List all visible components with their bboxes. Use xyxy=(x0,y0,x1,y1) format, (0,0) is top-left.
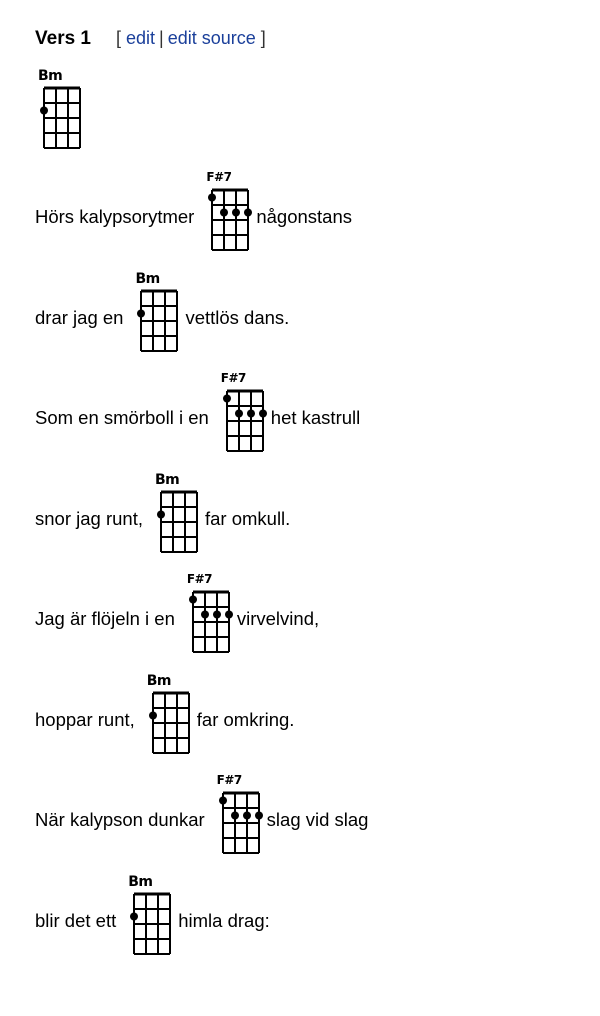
chord-finger-dot xyxy=(235,410,243,418)
edit-source-link[interactable]: edit source xyxy=(167,28,256,48)
chord-finger-dot xyxy=(189,596,197,604)
chord-finger-dot xyxy=(259,410,267,418)
chord-diagram-bm xyxy=(130,876,174,958)
chord-diagram-bm xyxy=(137,273,181,355)
chord-diagram-bm xyxy=(154,472,201,556)
chord-name: Bm xyxy=(154,472,180,488)
lyric-text-before-chord: hoppar runt, xyxy=(35,709,135,730)
chord-diagram-fsharp7 xyxy=(186,572,233,656)
section-title: Vers 1 xyxy=(35,28,91,49)
chord-finger-dot xyxy=(231,812,239,820)
edit-separator: | xyxy=(159,28,164,48)
chord-name: Bm xyxy=(38,68,63,84)
chord-grid xyxy=(137,289,181,353)
chord-diagram-fsharp7 xyxy=(208,172,252,254)
chord-grid xyxy=(208,188,252,252)
lyric-line xyxy=(35,208,352,227)
chord-finger-dot xyxy=(219,797,227,805)
chord-name: Bm xyxy=(135,271,160,287)
chord-finger-dot xyxy=(255,812,263,820)
chord-diagram-fsharp7 xyxy=(220,371,267,455)
chord-finger-dot xyxy=(247,410,255,418)
lyric-line xyxy=(35,811,368,830)
chord-name: Bm xyxy=(146,673,172,689)
edit-link[interactable]: edit xyxy=(126,28,156,48)
chord-diagram-fsharp7 xyxy=(216,773,263,857)
chord-finger-dot xyxy=(220,209,228,217)
chord-finger-dot xyxy=(157,511,165,519)
chord-finger-dot xyxy=(40,107,48,115)
lyric-text-after-chord: virvelvind, xyxy=(236,608,320,629)
chord-diagram-bm xyxy=(146,673,193,757)
lyric-text-after-chord: himla drag: xyxy=(178,910,270,931)
chord-grid xyxy=(219,791,263,855)
chord-finger-dot xyxy=(225,611,233,619)
lyric-text-after-chord: slag vid slag xyxy=(266,809,369,830)
chord-grid xyxy=(223,389,267,453)
chord-name: F#7 xyxy=(206,170,232,184)
lyric-text-after-chord: någonstans xyxy=(256,206,353,227)
lyric-text-before-chord: När kalypson dunkar xyxy=(35,809,205,830)
chord-finger-dot xyxy=(149,712,157,720)
chord-grid xyxy=(130,892,174,956)
lyric-line xyxy=(35,610,319,629)
chord-grid xyxy=(149,691,193,755)
edit-section-links xyxy=(111,28,271,49)
chord-grid xyxy=(157,490,201,554)
chord-finger-dot xyxy=(223,395,231,403)
chord-name: F#7 xyxy=(186,572,212,586)
lyric-text-before-chord: Som en smörboll i en xyxy=(35,407,209,428)
chord-grid xyxy=(40,86,84,150)
chord-finger-dot xyxy=(137,310,145,318)
chord-finger-dot xyxy=(213,611,221,619)
chord-finger-dot xyxy=(201,611,209,619)
lyric-text-before-chord: Jag är flöjeln i en xyxy=(35,608,175,629)
lyric-text-after-chord: far omkring. xyxy=(196,709,295,730)
chord-finger-dot xyxy=(244,209,252,217)
lyric-text-after-chord: het kastrull xyxy=(270,407,361,428)
chord-finger-dot xyxy=(232,209,240,217)
chord-finger-dot xyxy=(130,913,138,921)
chord-finger-dot xyxy=(208,194,216,202)
section-heading xyxy=(35,28,271,50)
chord-diagram-bm xyxy=(40,70,84,152)
chord-grid xyxy=(189,590,233,654)
chord-name: F#7 xyxy=(216,773,242,787)
lyric-line xyxy=(35,409,360,428)
edit-bracket-open: [ xyxy=(116,28,122,48)
chord-name: F#7 xyxy=(220,371,246,385)
lyric-text-before-chord: Hörs kalypsorytmer xyxy=(35,206,195,227)
chord-name: Bm xyxy=(128,874,153,890)
edit-bracket-close: ] xyxy=(260,28,266,48)
lyric-text-before-chord: snor jag runt, xyxy=(35,508,143,529)
lyric-text-after-chord: vettlös dans. xyxy=(185,307,290,328)
lyric-text-before-chord: blir det ett xyxy=(35,910,117,931)
chord-finger-dot xyxy=(243,812,251,820)
lyric-text-after-chord: far omkull. xyxy=(204,508,291,529)
lyric-text-before-chord: drar jag en xyxy=(35,307,124,328)
